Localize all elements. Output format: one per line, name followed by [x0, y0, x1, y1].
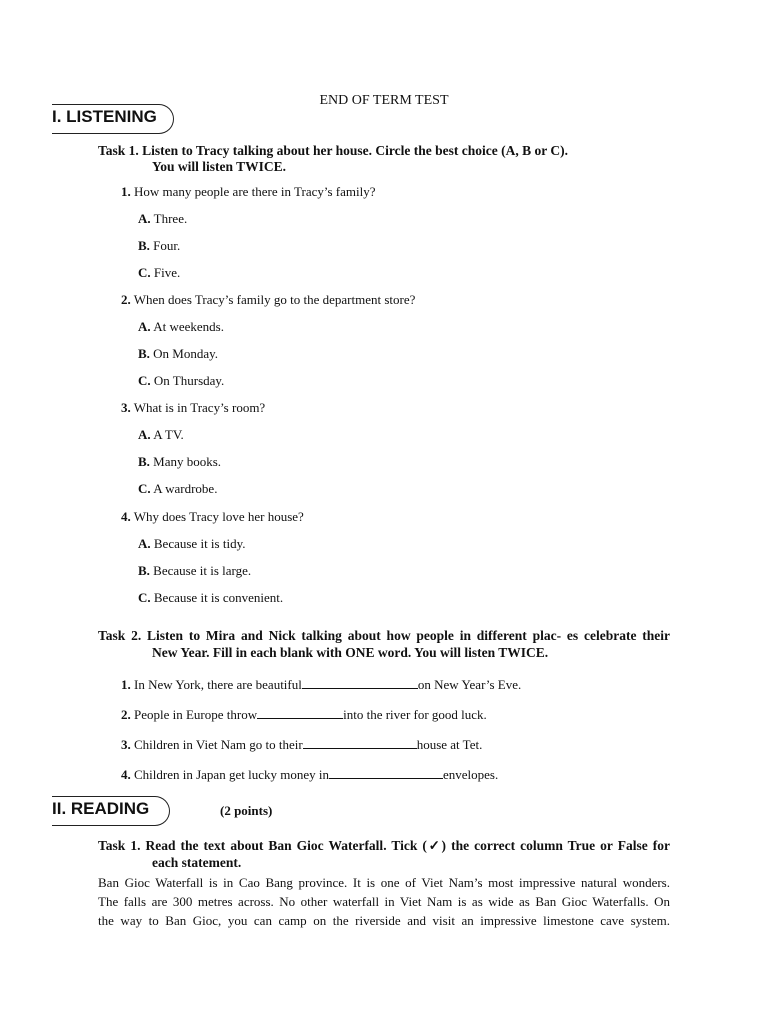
item-text-after: on New Year’s Eve. [417, 677, 522, 692]
question-text: When does Tracy’s family go to the department store? [133, 292, 416, 307]
fill-item-3 [121, 736, 482, 753]
question-number: 1. [121, 184, 131, 199]
item-text-before: Children in Viet Nam go to their [134, 737, 303, 752]
option-letter: C. [138, 265, 151, 280]
item-text-before: People in Europe throw [134, 707, 258, 722]
option-text: At weekends. [153, 319, 224, 334]
reading-points: (2 points) [220, 803, 273, 818]
question-number: 3. [121, 400, 131, 415]
option-letter: C. [138, 481, 151, 496]
reading-task1-instruction-cont: each statement. [152, 855, 242, 870]
answer-blank[interactable] [257, 706, 343, 719]
option-letter: B. [138, 346, 150, 361]
option-letter: A. [138, 536, 151, 551]
question-text: Why does Tracy love her house? [133, 509, 304, 524]
option-1b[interactable] [138, 238, 180, 254]
question-text: What is in Tracy’s room? [133, 400, 266, 415]
option-text: On Thursday. [153, 373, 225, 388]
passage-line: the way to Ban Gioc, you can camp on the riverside and visit an impressive limestone cave system. [98, 913, 670, 928]
item-number: 3. [121, 737, 131, 752]
question-3 [121, 400, 265, 416]
answer-blank[interactable] [302, 676, 418, 689]
option-letter: B. [138, 563, 150, 578]
section-listening-label: I. LISTENING [52, 104, 174, 134]
answer-blank[interactable] [329, 766, 443, 779]
item-text-before: Children in Japan get lucky money in [134, 767, 329, 782]
option-text: Three. [153, 211, 188, 226]
option-4c[interactable] [138, 590, 283, 606]
option-2b[interactable] [138, 346, 218, 362]
option-text: A TV. [153, 427, 184, 442]
question-4 [121, 509, 304, 525]
item-number: 2. [121, 707, 131, 722]
option-letter: A. [138, 427, 151, 442]
item-number: 1. [121, 677, 131, 692]
passage-line: Ban Gioc Waterfall is in Cao Bang province. It is one of Viet Nam’s most impressive natural wonders. [98, 875, 670, 890]
task2-instruction-cont: New Year. Fill in each blank with ONE word. You will listen TWICE. [152, 645, 549, 660]
option-text: Because it is tidy. [153, 536, 246, 551]
question-1 [121, 184, 376, 200]
fill-item-4 [121, 766, 498, 783]
option-letter: C. [138, 590, 151, 605]
item-text-after: house at Tet. [416, 737, 483, 752]
option-text: Five. [153, 265, 181, 280]
fill-item-1 [121, 676, 521, 693]
option-letter: B. [138, 454, 150, 469]
document-title: END OF TERM TEST [319, 93, 449, 108]
option-letter: B. [138, 238, 150, 253]
option-4a[interactable] [138, 536, 245, 552]
reading-passage [98, 873, 670, 930]
option-text: Four. [153, 238, 181, 253]
option-4b[interactable] [138, 563, 251, 579]
question-text: How many people are there in Tracy’s family? [134, 184, 376, 199]
reading-task1-instruction: Task 1. Read the text about Ban Gioc Waterfall. Tick (✓) the correct column True or False for [98, 838, 670, 853]
option-text: Because it is convenient. [153, 590, 284, 605]
question-2 [121, 292, 415, 308]
option-2a[interactable] [138, 319, 224, 335]
task1-instruction: Task 1. Listen to Tracy talking about her house. Circle the best choice (A, B or C). [98, 143, 569, 158]
question-number: 4. [121, 509, 131, 524]
option-text: Many books. [153, 454, 222, 469]
item-text-after: into the river for good luck. [343, 707, 487, 722]
option-text: A wardrobe. [153, 481, 218, 496]
option-2c[interactable] [138, 373, 224, 389]
option-text: On Monday. [153, 346, 219, 361]
option-3a[interactable] [138, 427, 184, 443]
option-3c[interactable] [138, 481, 217, 497]
option-letter: A. [138, 211, 151, 226]
question-number: 2. [121, 292, 131, 307]
task2-instruction: Task 2. Listen to Mira and Nick talking about how people in different plac- es celebrate their [98, 628, 670, 643]
option-1c[interactable] [138, 265, 180, 281]
option-1a[interactable] [138, 211, 187, 227]
section-reading-label: II. READING [52, 796, 170, 826]
option-3b[interactable] [138, 454, 221, 470]
task1-instruction-cont: You will listen TWICE. [152, 159, 287, 174]
fill-item-2 [121, 706, 487, 723]
option-letter: C. [138, 373, 151, 388]
item-number: 4. [121, 767, 131, 782]
passage-line: The falls are 300 metres across. No other waterfall in Viet Nam is as wide as Ban Gioc Waterfalls. On [98, 894, 670, 909]
option-text: Because it is large. [153, 563, 252, 578]
answer-blank[interactable] [303, 736, 417, 749]
item-text-after: envelopes. [442, 767, 499, 782]
option-letter: A. [138, 319, 151, 334]
item-text-before: In New York, there are beautiful [134, 677, 302, 692]
